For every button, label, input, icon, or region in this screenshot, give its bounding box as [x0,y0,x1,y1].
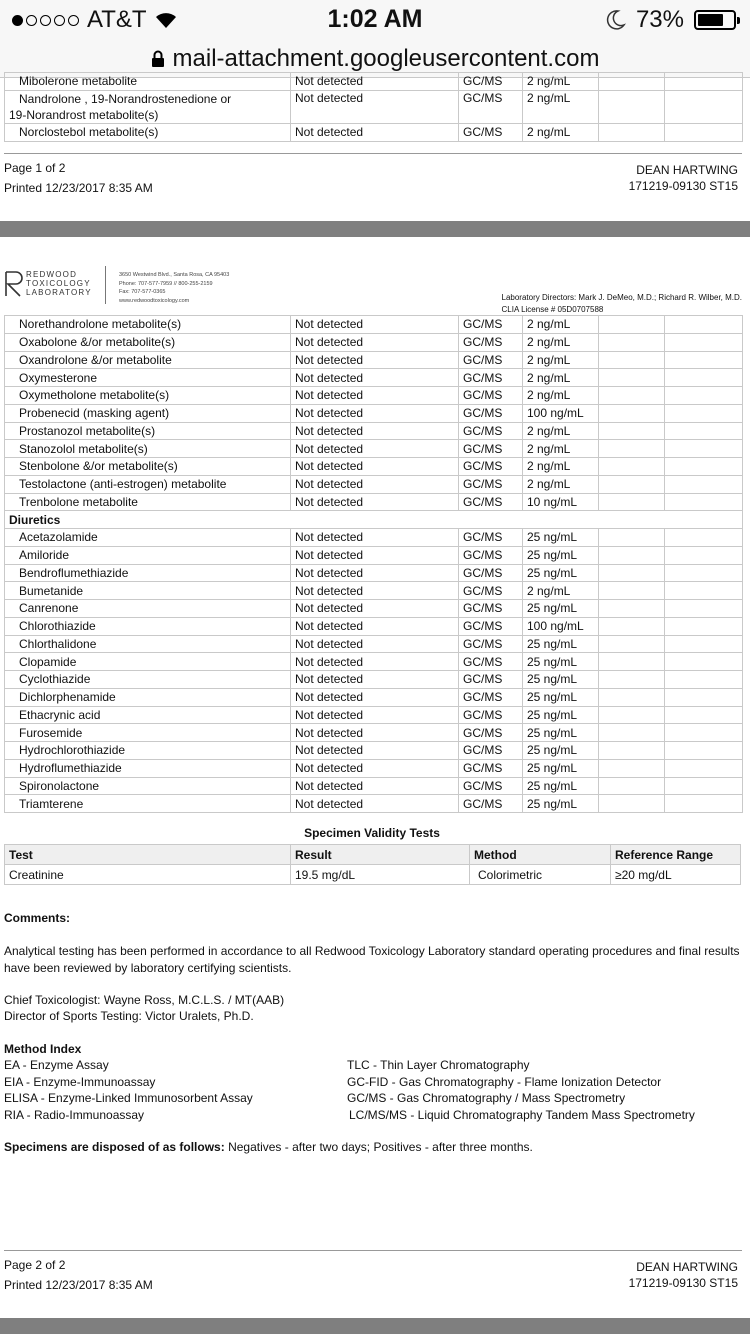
disposal-note [4,1139,748,1156]
cell-blank [599,458,665,476]
cell-method: GC/MS [459,600,523,618]
cell-result: Not detected [291,777,459,795]
cell-cutoff: 2 ng/mL [523,440,599,458]
status-bar [0,0,750,40]
cell-analyte: Oxandrolone &/or metabolite [5,351,291,369]
table-row [5,671,743,689]
cell-analyte: Ethacrynic acid [5,706,291,724]
table-row [5,635,743,653]
header-test: Test [5,845,291,865]
analyte-continuation: 19-Norandrost metabolite(s) [9,107,159,122]
cell-blank [665,440,743,458]
cell-blank [665,742,743,760]
cell-result: Not detected [291,688,459,706]
table-row [5,529,743,547]
cell-analyte: Oxymesterone [5,369,291,387]
cell-analyte: Dichlorphenamide [5,688,291,706]
cell-method: GC/MS [459,742,523,760]
cell-method: GC/MS [459,387,523,405]
cell-cutoff: 2 ng/mL [523,475,599,493]
page1-footer-left [4,158,153,198]
table-row [5,73,743,91]
cell-result: Not detected [291,582,459,600]
cell-method: GC/MS [459,759,523,777]
page1-footer-right [629,162,738,194]
cell-blank [665,671,743,689]
page-number: Page 2 of 2 [4,1258,66,1272]
cell-blank [599,795,665,813]
cell-blank [665,123,743,141]
cell-cutoff: 2 ng/mL [523,369,599,387]
results-table-page2 [4,315,743,813]
cell-method: GC/MS [459,316,523,334]
cell-reference-range: ≥20 mg/dL [611,865,741,885]
cell-cutoff: 25 ng/mL [523,795,599,813]
cell-analyte: Canrenone [5,600,291,618]
table-header-row [5,845,741,865]
director-sports-testing: Director of Sports Testing: Victor Uralets, Ph.D. [4,1009,254,1023]
cell-blank [665,73,743,91]
cell-method: GC/MS [459,73,523,91]
cell-blank [599,688,665,706]
table-row [5,422,743,440]
table-row [5,688,743,706]
printed-date: Printed 12/23/2017 8:35 AM [4,181,153,195]
results-table-page1 [4,72,743,142]
table-row [5,742,743,760]
cell-blank [665,475,743,493]
cell-method: GC/MS [459,333,523,351]
cell-method: GC/MS [459,475,523,493]
cell-analyte: Hydroflumethiazide [5,759,291,777]
cell-blank [665,582,743,600]
cell-result: Not detected [291,759,459,777]
cell-blank [665,617,743,635]
cell-cutoff: 2 ng/mL [523,351,599,369]
disposal-label: Specimens are disposed of as follows: [4,1140,225,1154]
cell-result: Not detected [291,316,459,334]
cell-method: GC/MS [459,777,523,795]
cell-blank [665,333,743,351]
cell-blank [599,564,665,582]
cell-cutoff: 2 ng/mL [523,316,599,334]
cell-result: Not detected [291,387,459,405]
cell-blank [599,333,665,351]
cell-blank [599,351,665,369]
header-method: Method [470,845,611,865]
cell-method: GC/MS [459,404,523,422]
method-index-label: Method Index [4,1042,82,1056]
do-not-disturb-moon-icon [604,9,626,31]
cell-analyte: Amiloride [5,546,291,564]
cell-result: Not detected [291,653,459,671]
cell-result: Not detected [291,635,459,653]
cell-cutoff: 2 ng/mL [523,333,599,351]
cell-method: GC/MS [459,546,523,564]
cell-blank [599,316,665,334]
cell-blank [599,422,665,440]
cell-blank [599,706,665,724]
table-row [5,724,743,742]
cell-blank [665,635,743,653]
clock: 1:02 AM [327,5,423,33]
cell-method: GC/MS [459,369,523,387]
table-row [5,600,743,618]
page2-footer-right [629,1259,738,1291]
cell-blank [599,475,665,493]
table-row [5,865,741,885]
cell-result: Not detected [291,73,459,91]
lock-icon [151,50,165,68]
table-row [5,564,743,582]
table-row [5,777,743,795]
cell-analyte: Chlorthalidone [5,635,291,653]
cell-analyte: Testolactone (anti-estrogen) metabolite [5,475,291,493]
cell-blank [665,351,743,369]
cell-analyte: Spironolactone [5,777,291,795]
cell-blank [665,653,743,671]
cell-analyte: Bendroflumethiazide [5,564,291,582]
cell-blank [599,724,665,742]
table-row [5,795,743,813]
header-divider [105,266,106,304]
cell-blank [599,73,665,91]
page-number: Page 1 of 2 [4,161,66,175]
cell-blank [599,582,665,600]
lab-address: 3650 Westwind Blvd., Santa Rosa, CA 95403 Phone: 707-577-7959 // 800-255-2159 Fax: 707-577-0365 www.redwoodtoxicology.com [119,272,230,304]
cell-blank [665,404,743,422]
cell-cutoff: 25 ng/mL [523,777,599,795]
cell-blank [665,90,743,123]
cell-analyte: Nandrolone , 19-Norandrostenedione or 19-Norandrost metabolite(s) [5,90,291,123]
table-row [5,333,743,351]
cell-analyte: Stanozolol metabolite(s) [5,440,291,458]
cell-method: GC/MS [459,795,523,813]
cell-result: 19.5 mg/dL [291,865,470,885]
cell-blank [599,440,665,458]
cell-result: Not detected [291,351,459,369]
cell-result: Not detected [291,564,459,582]
cell-result: Not detected [291,90,459,123]
table-row [5,546,743,564]
cell-cutoff: 2 ng/mL [523,387,599,405]
cell-analyte: Oxymetholone metabolite(s) [5,387,291,405]
table-row [5,582,743,600]
cell-method: GC/MS [459,493,523,511]
lab-logo: REDWOOD TOXICOLOGY LABORATORY [4,270,104,300]
cell-method: GC/MS [459,529,523,547]
table-row [5,440,743,458]
cell-analyte: Stenbolone &/or metabolite(s) [5,458,291,476]
cell-method: GC/MS [459,653,523,671]
lab-directors: Laboratory Directors: Mark J. DeMeo, M.D.; Richard R. Wilber, M.D. CLIA License # 05D0707588 [501,293,742,314]
cell-blank [665,422,743,440]
table-row [5,493,743,511]
cell-analyte: Hydrochlorothiazide [5,742,291,760]
cell-blank [599,617,665,635]
table-row [5,369,743,387]
comments-label: Comments: [4,911,71,925]
cell-blank [665,795,743,813]
cell-blank [599,600,665,618]
cell-blank [665,387,743,405]
cell-blank [599,777,665,795]
cell-blank [599,759,665,777]
cell-analyte: Norethandrolone metabolite(s) [5,316,291,334]
cell-method: GC/MS [459,564,523,582]
cell-method: GC/MS [459,617,523,635]
table-row [5,458,743,476]
cell-blank [665,759,743,777]
cell-analyte: Probenecid (masking agent) [5,404,291,422]
cell-method: GC/MS [459,635,523,653]
specimen-validity-table [4,844,741,885]
cell-method: GC/MS [459,688,523,706]
cell-method: GC/MS [459,724,523,742]
table-row [5,90,743,123]
chief-toxicologist: Chief Toxicologist: Wayne Ross, M.C.L.S. / MT(AAB) [4,993,285,1007]
cell-method: GC/MS [459,671,523,689]
header-result: Result [291,845,470,865]
cell-method: GC/MS [459,351,523,369]
cell-method: GC/MS [459,90,523,123]
cell-cutoff: 25 ng/mL [523,600,599,618]
cell-cutoff: 25 ng/mL [523,706,599,724]
cell-blank [599,90,665,123]
cell-result: Not detected [291,493,459,511]
carrier-name: AT&T [87,6,147,33]
cell-blank [665,777,743,795]
cell-analyte: Acetazolamide [5,529,291,547]
cell-blank [665,546,743,564]
cell-analyte: Cyclothiazide [5,671,291,689]
specimen-id: 171219-09130 ST15 [628,179,738,193]
cell-blank [665,493,743,511]
cell-cutoff: 25 ng/mL [523,724,599,742]
method-index-right: TLC - Thin Layer Chromatography GC-FID - Gas Chromatography - Flame Ionization Detector GC/MS - Gas Chromatography / Mass Spectrometry LC/MS/MS - Liquid Chromatography Tandem Mass Spectrometry [347,1058,695,1122]
cell-cutoff: 10 ng/mL [523,493,599,511]
cell-cutoff: 100 ng/mL [523,404,599,422]
table-row [5,475,743,493]
cell-result: Not detected [291,475,459,493]
cell-blank [599,546,665,564]
section-label: Diuretics [5,511,743,529]
table-row [5,387,743,405]
cell-blank [599,123,665,141]
cell-method: GC/MS [459,422,523,440]
battery-percent: 73% [635,6,684,33]
page-separator [0,1318,750,1334]
cell-test: Creatinine [5,865,291,885]
cell-blank [665,316,743,334]
table-row [5,706,743,724]
cell-cutoff: 2 ng/mL [523,73,599,91]
cell-blank [665,564,743,582]
cell-blank [599,404,665,422]
cell-analyte: Norclostebol metabolite(s) [5,123,291,141]
cell-result: Not detected [291,422,459,440]
cell-analyte: Prostanozol metabolite(s) [5,422,291,440]
url-text: mail-attachment.googleusercontent.com [172,44,600,72]
section-header-diuretics [5,511,743,529]
cell-analyte: Furosemide [5,724,291,742]
cell-analyte: Clopamide [5,653,291,671]
page2-footer-left [4,1255,153,1295]
cell-blank [599,635,665,653]
page-separator [0,221,750,237]
cell-cutoff: 2 ng/mL [523,422,599,440]
cell-blank [599,387,665,405]
cell-cutoff: 2 ng/mL [523,90,599,123]
donor-name: DEAN HARTWING [636,1260,738,1274]
cell-result: Not detected [291,671,459,689]
cell-method: GC/MS [459,582,523,600]
cell-blank [599,529,665,547]
cell-method: GC/MS [459,123,523,141]
cell-result: Not detected [291,600,459,618]
cell-cutoff: 25 ng/mL [523,529,599,547]
printed-date: Printed 12/23/2017 8:35 AM [4,1278,153,1292]
cell-blank [665,458,743,476]
cell-result: Not detected [291,546,459,564]
table-row [5,759,743,777]
cell-analyte: Bumetanide [5,582,291,600]
cell-result: Not detected [291,123,459,141]
specimen-validity-title: Specimen Validity Tests [304,826,440,840]
table-row [5,123,743,141]
cell-result: Not detected [291,724,459,742]
table-row [5,404,743,422]
cell-result: Not detected [291,404,459,422]
cell-analyte: Oxabolone &/or metabolite(s) [5,333,291,351]
cell-blank [599,369,665,387]
footer-divider [4,1250,742,1251]
cell-result: Not detected [291,333,459,351]
analytical-statement: Analytical testing has been performed in accordance to all Redwood Toxicology Laboratory standard operating procedures and final results have been reviewed by laboratory certifying scientists. [4,944,740,975]
cell-result: Not detected [291,617,459,635]
cell-blank [665,529,743,547]
cell-cutoff: 2 ng/mL [523,123,599,141]
cell-result: Not detected [291,742,459,760]
cell-blank [599,671,665,689]
cell-blank [665,688,743,706]
cell-blank [599,742,665,760]
cell-method: GC/MS [459,706,523,724]
cell-cutoff: 2 ng/mL [523,582,599,600]
cell-cutoff: 25 ng/mL [523,759,599,777]
cell-blank [665,369,743,387]
cell-analyte: Mibolerone metabolite [5,73,291,91]
cell-result: Not detected [291,706,459,724]
cell-method: Colorimetric [470,865,611,885]
cell-blank [665,600,743,618]
specimen-id: 171219-09130 ST15 [628,1276,738,1290]
cell-method: GC/MS [459,440,523,458]
disposal-text: Negatives - after two days; Positives - after three months. [224,1140,533,1154]
cell-blank [599,493,665,511]
cell-cutoff: 25 ng/mL [523,742,599,760]
cell-cutoff: 100 ng/mL [523,617,599,635]
header-reference-range: Reference Range [611,845,741,865]
cell-method: GC/MS [459,458,523,476]
battery-icon [694,10,736,30]
footer-divider [4,153,742,154]
cell-cutoff: 25 ng/mL [523,671,599,689]
table-row [5,316,743,334]
cell-blank [665,706,743,724]
cell-cutoff: 25 ng/mL [523,653,599,671]
cell-analyte: Triamterene [5,795,291,813]
cell-analyte: Trenbolone metabolite [5,493,291,511]
cell-blank [665,724,743,742]
cell-result: Not detected [291,369,459,387]
cell-cutoff: 25 ng/mL [523,635,599,653]
cell-result: Not detected [291,529,459,547]
cell-cutoff: 25 ng/mL [523,564,599,582]
cell-result: Not detected [291,795,459,813]
table-row [5,617,743,635]
cell-analyte: Chlorothiazide [5,617,291,635]
method-index-left: EA - Enzyme Assay EIA - Enzyme-Immunoassay ELISA - Enzyme-Linked Immunosorbent Assay RIA - Radio-Immunoassay [4,1058,253,1122]
cell-cutoff: 2 ng/mL [523,458,599,476]
cell-result: Not detected [291,458,459,476]
cell-cutoff: 25 ng/mL [523,546,599,564]
cell-cutoff: 25 ng/mL [523,688,599,706]
table-row [5,653,743,671]
cell-blank [599,653,665,671]
table-row [5,351,743,369]
donor-name: DEAN HARTWING [636,163,738,177]
cell-result: Not detected [291,440,459,458]
